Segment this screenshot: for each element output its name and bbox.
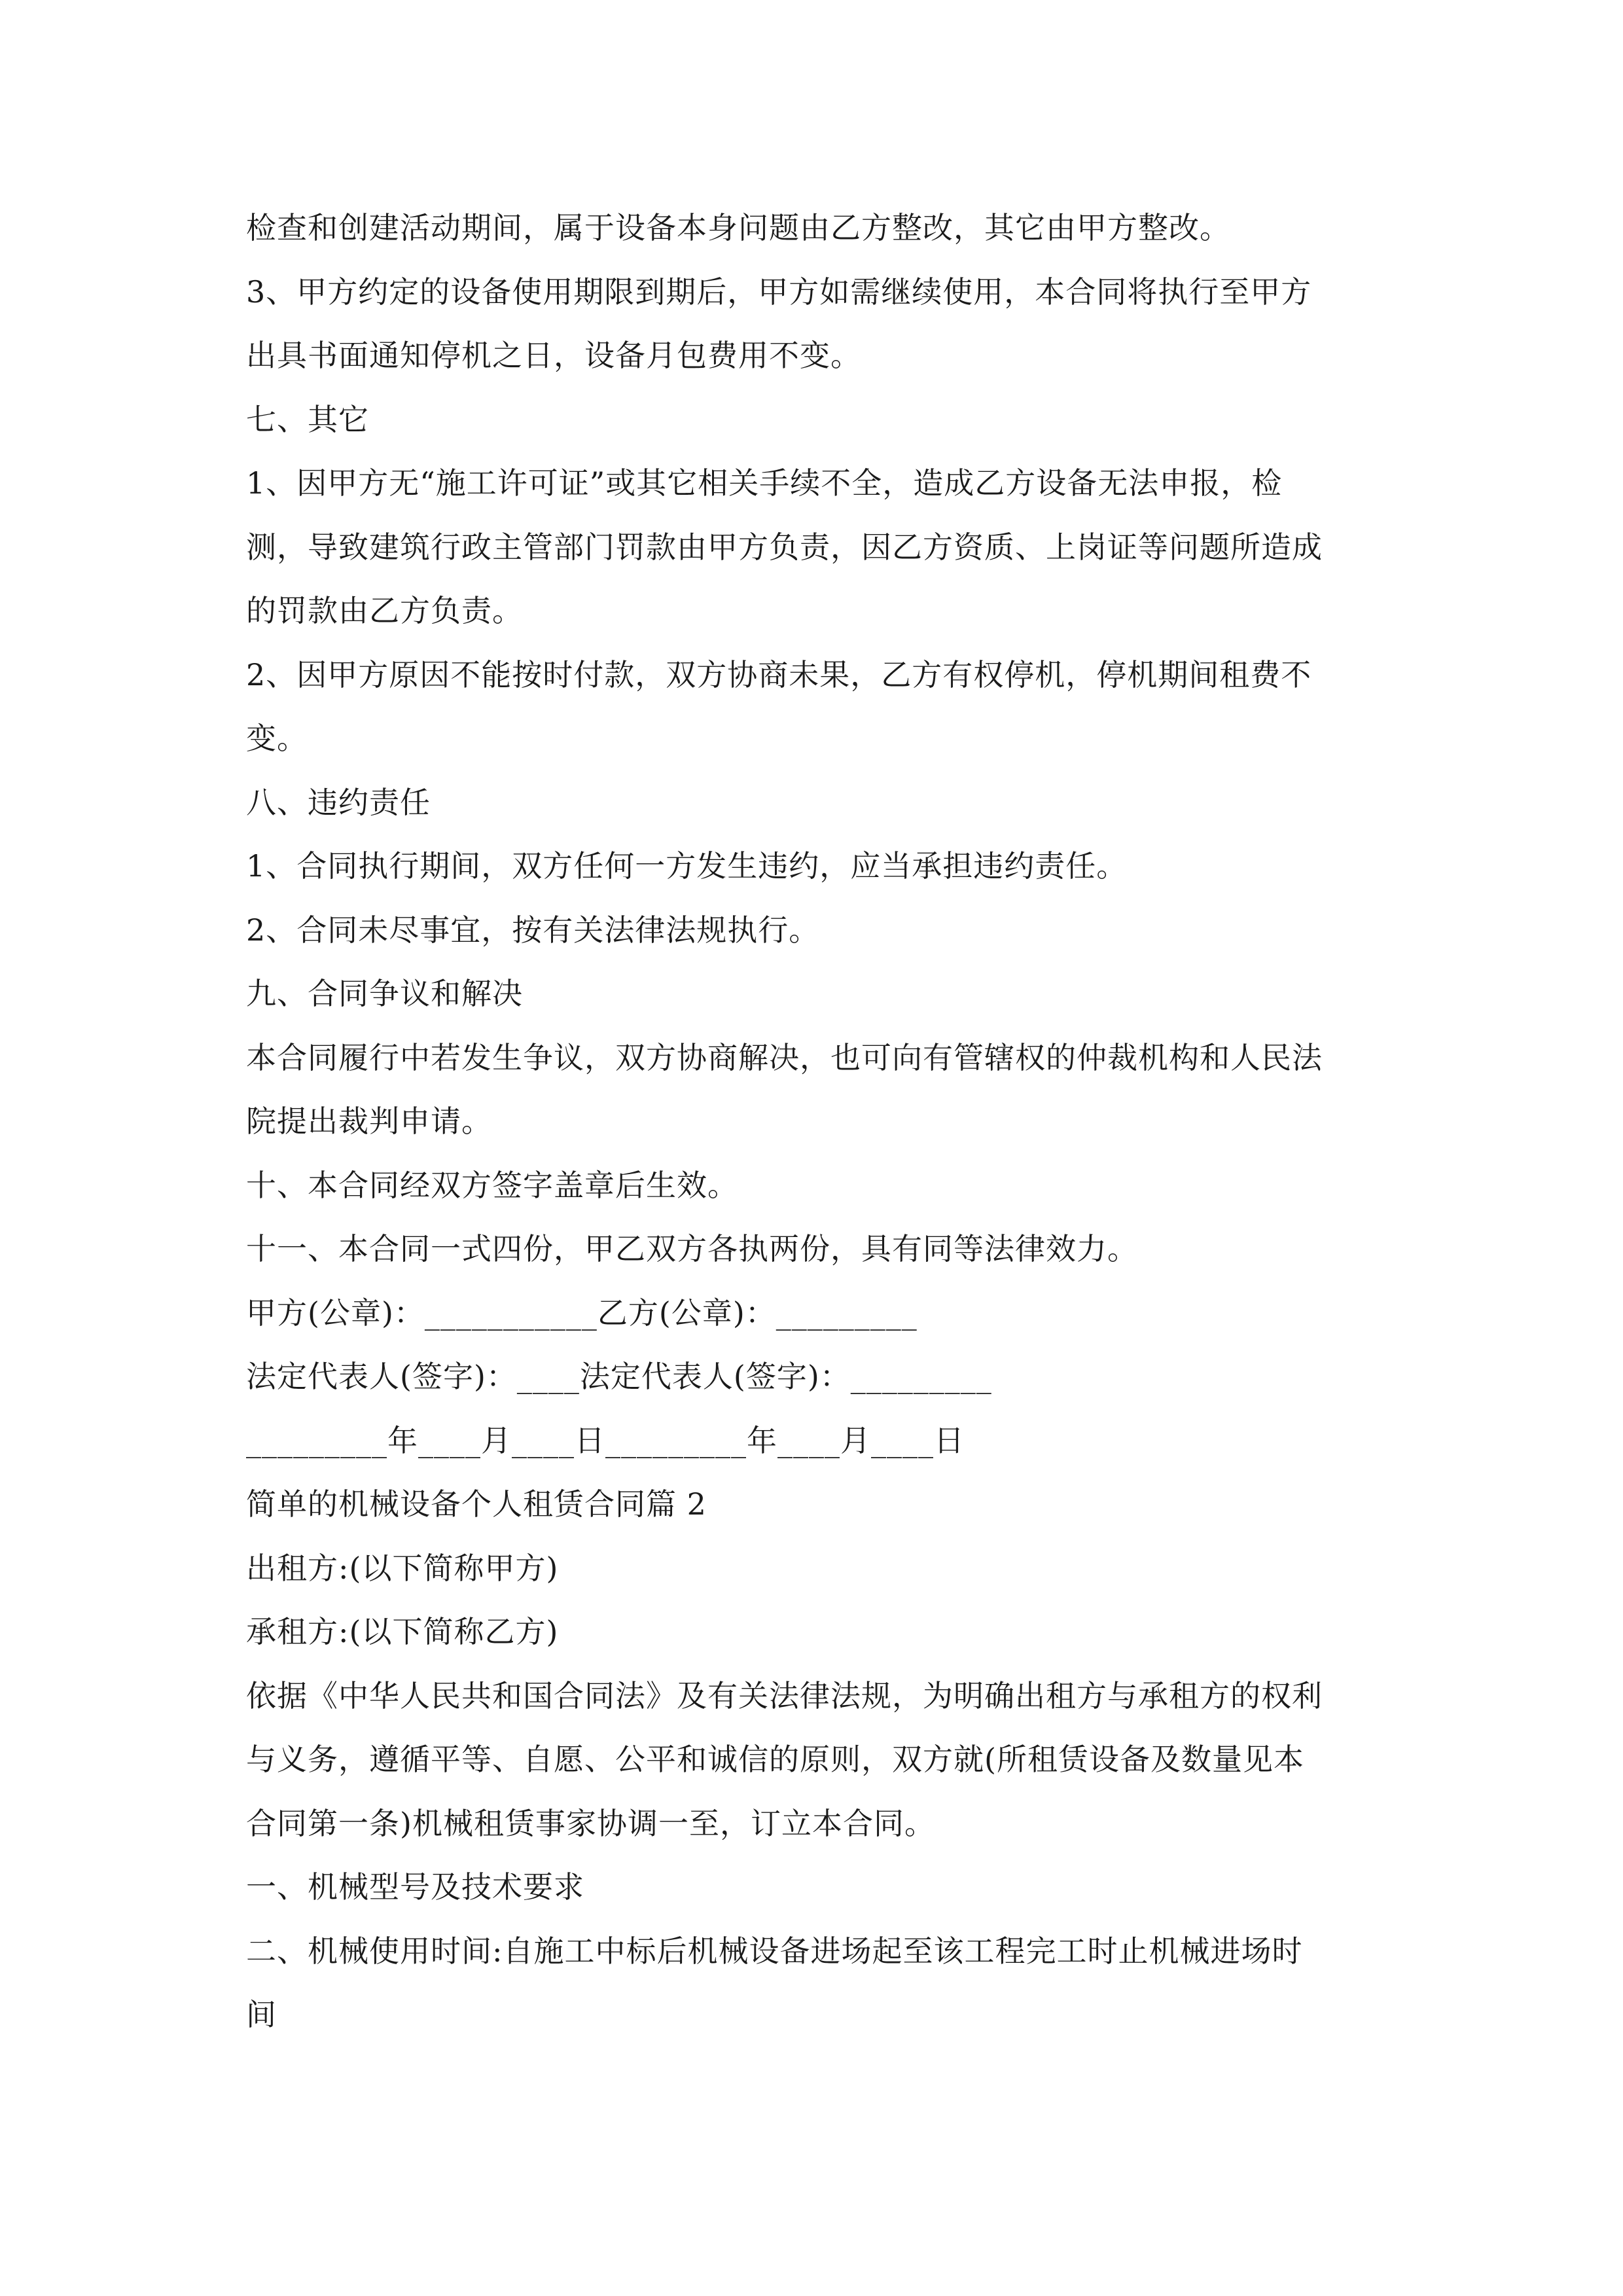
document-body bbox=[246, 196, 1378, 2047]
date-line: _________年____月____日_________年____月____日 bbox=[246, 1422, 965, 1458]
text-line: 测，导致建筑行政主管部门罚款由甲方负责，因乙方资质、上岗证等问题所造成 bbox=[246, 529, 1323, 565]
section-heading: 七、其它 bbox=[246, 401, 369, 437]
section-heading: 一、机械型号及技术要求 bbox=[246, 1869, 584, 1905]
text-line: 承租方:(以下简称乙方) bbox=[246, 1614, 559, 1649]
text-line: 检查和创建活动期间，属于设备本身问题由乙方整改，其它由甲方整改。 bbox=[246, 210, 1230, 245]
text-line: 2、合同未尽事宜，按有关法律法规执行。 bbox=[246, 912, 820, 948]
text-line: 1、合同执行期间，双方任何一方发生违约，应当承担违约责任。 bbox=[246, 848, 1128, 884]
text-line: 院提出裁判申请。 bbox=[246, 1103, 492, 1139]
text-line: 十、本合同经双方签字盖章后生效。 bbox=[246, 1167, 738, 1203]
section-heading: 九、合同争议和解决 bbox=[246, 976, 523, 1011]
text-line: 本合同履行中若发生争议，双方协商解决，也可向有管辖权的仲裁机构和人民法 bbox=[246, 1039, 1323, 1075]
text-line: 与义务，遵循平等、自愿、公平和诚信的原则，双方就(所租赁设备及数量见本 bbox=[246, 1742, 1304, 1777]
signature-line: 甲方(公章)：___________乙方(公章)：_________ bbox=[246, 1295, 918, 1331]
text-line: 间 bbox=[246, 1997, 277, 2032]
section-heading: 八、违约责任 bbox=[246, 784, 431, 820]
text-line: 的罚款由乙方负责。 bbox=[246, 593, 523, 628]
text-line: 出具书面通知停机之日，设备月包费用不变。 bbox=[246, 338, 861, 373]
text-line: 依据《中华人民共和国合同法》及有关法律法规，为明确出租方与承租方的权利 bbox=[246, 1677, 1323, 1713]
text-line: 2、因甲方原因不能按时付款，双方协商未果，乙方有权停机，停机期间租费不 bbox=[246, 656, 1312, 692]
text-line: 合同第一条)机械租赁事家协调一至，订立本合同。 bbox=[246, 1805, 935, 1841]
text-line: 二、机械使用时间:自施工中标后机械设备进场起至该工程完工时止机械进场时 bbox=[246, 1933, 1303, 1969]
text-line: 1、因甲方无“施工许可证”或其它相关手续不全，造成乙方设备无法申报，检 bbox=[246, 465, 1283, 501]
text-line: 变。 bbox=[246, 721, 308, 756]
signature-line: 法定代表人(签字)：____法定代表人(签字)：_________ bbox=[246, 1359, 992, 1394]
document-title: 简单的机械设备个人租赁合同篇 2 bbox=[246, 1486, 707, 1522]
text-line: 出租方:(以下简称甲方) bbox=[246, 1550, 559, 1586]
text-line: 3、甲方约定的设备使用期限到期后，甲方如需继续使用，本合同将执行至甲方 bbox=[246, 274, 1312, 310]
text-line: 十一、本合同一式四份，甲乙双方各执两份，具有同等法律效力。 bbox=[246, 1231, 1138, 1266]
